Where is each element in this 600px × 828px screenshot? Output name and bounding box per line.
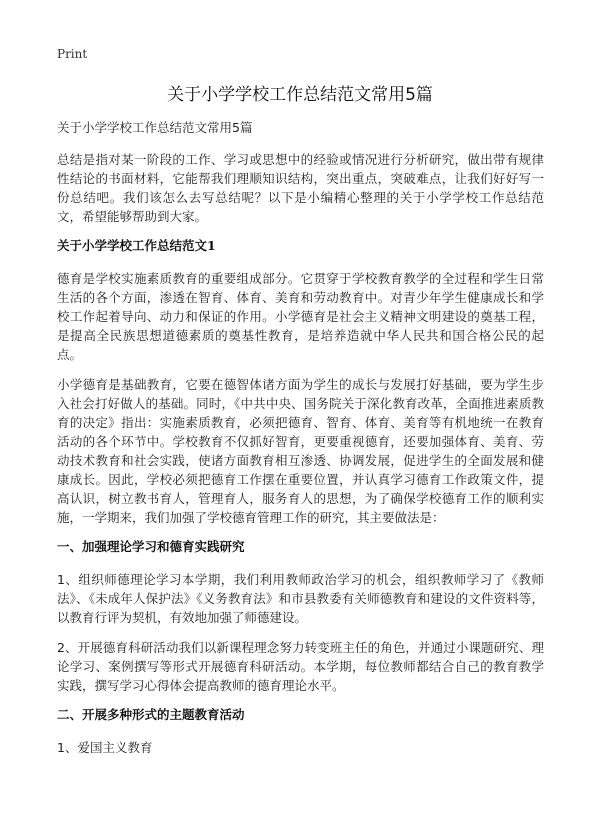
document-title: 关于小学学校工作总结范文常用5篇 (167, 85, 433, 105)
section-heading-theory-study: 一、加强理论学习和德育实践研究 (57, 539, 245, 554)
body-paragraph: 2、开展德育科研活动我们以新课程理念努力转变班主任的角色，并通过小课题研究、理论学习、案例撰写等形式开展德育科研活动。本学期，每位教师都结合自己的教育教学实践，撰写学习心得体会提高教师的德育理论水平。 (57, 640, 544, 693)
section-heading-example-1: 关于小学学校工作总结范文1 (57, 238, 216, 253)
body-paragraph: 1、组织师德理论学习本学期，我们利用教师政治学习的机会，组织教师学习了《教师法》、《未成年人保护法》《义务教育法》和市县教委有关师德教育和建设的文件资料等，以教育行评为契机，有效地加强了师德建设。 (57, 572, 544, 625)
document-subtitle: 关于小学学校工作总结范文常用5篇 (57, 120, 253, 135)
section-heading-theme-activities: 二、开展多种形式的主题教育活动 (57, 707, 245, 722)
intro-paragraph: 总结是指对某一阶段的工作、学习或思想中的经验或情况进行分析研究，做出带有规律性结论的书面材料，它能帮我们理顺知识结构，突出重点，突破难点，让我们好好写一份总结吧。我们该怎么去写总结呢？以下是小编精心整理的关于小学学校工作总结范文，希望能够帮助到大家。 (57, 152, 544, 224)
print-link[interactable]: Print (57, 47, 88, 61)
body-paragraph: 德育是学校实施素质教育的重要组成部分。它贯穿于学校教育教学的全过程和学生日常生活的各个方面，渗透在智育、体育、美育和劳动教育中。对青少年学生健康成长和学校工作起着导向、动力和保证的作用。小学德育是社会主义精神文明建设的奠基工程，是提高全民族思想道德素质的奠基性教育，是培养造就中华人民共和国合格公民的起点。 (57, 271, 544, 362)
document-body (57, 119, 544, 768)
body-paragraph: 小学德育是基础教育，它要在德智体诸方面为学生的成长与发展打好基础，要为学生步入社会打好做人的基础。同时，《中共中央、国务院关于深化教育改革，全面推进素质教育的决定》指出：实施素质教育，必须把德育、智育、体育、美育等有机地统一在教育活动的各个环节中。学校教育不仅抓好智育，更要重视德育，还要加强体育、美育、劳动技术教育和社会实践，使诸方面教育相互渗透、协调发展，促进学生的全面发展和健康成长。因此，学校必须把德育工作摆在重要位置，并认真学习德育工作政策文件，提高认识，树立教书育人，管理育人，服务育人的思想，为了确保学校德育工作的顺利实施，一学期来，我们加强了学校德育管理工作的研究，其主要做法是： (57, 377, 544, 525)
body-paragraph: 1、爱国主义教育 (57, 740, 153, 755)
